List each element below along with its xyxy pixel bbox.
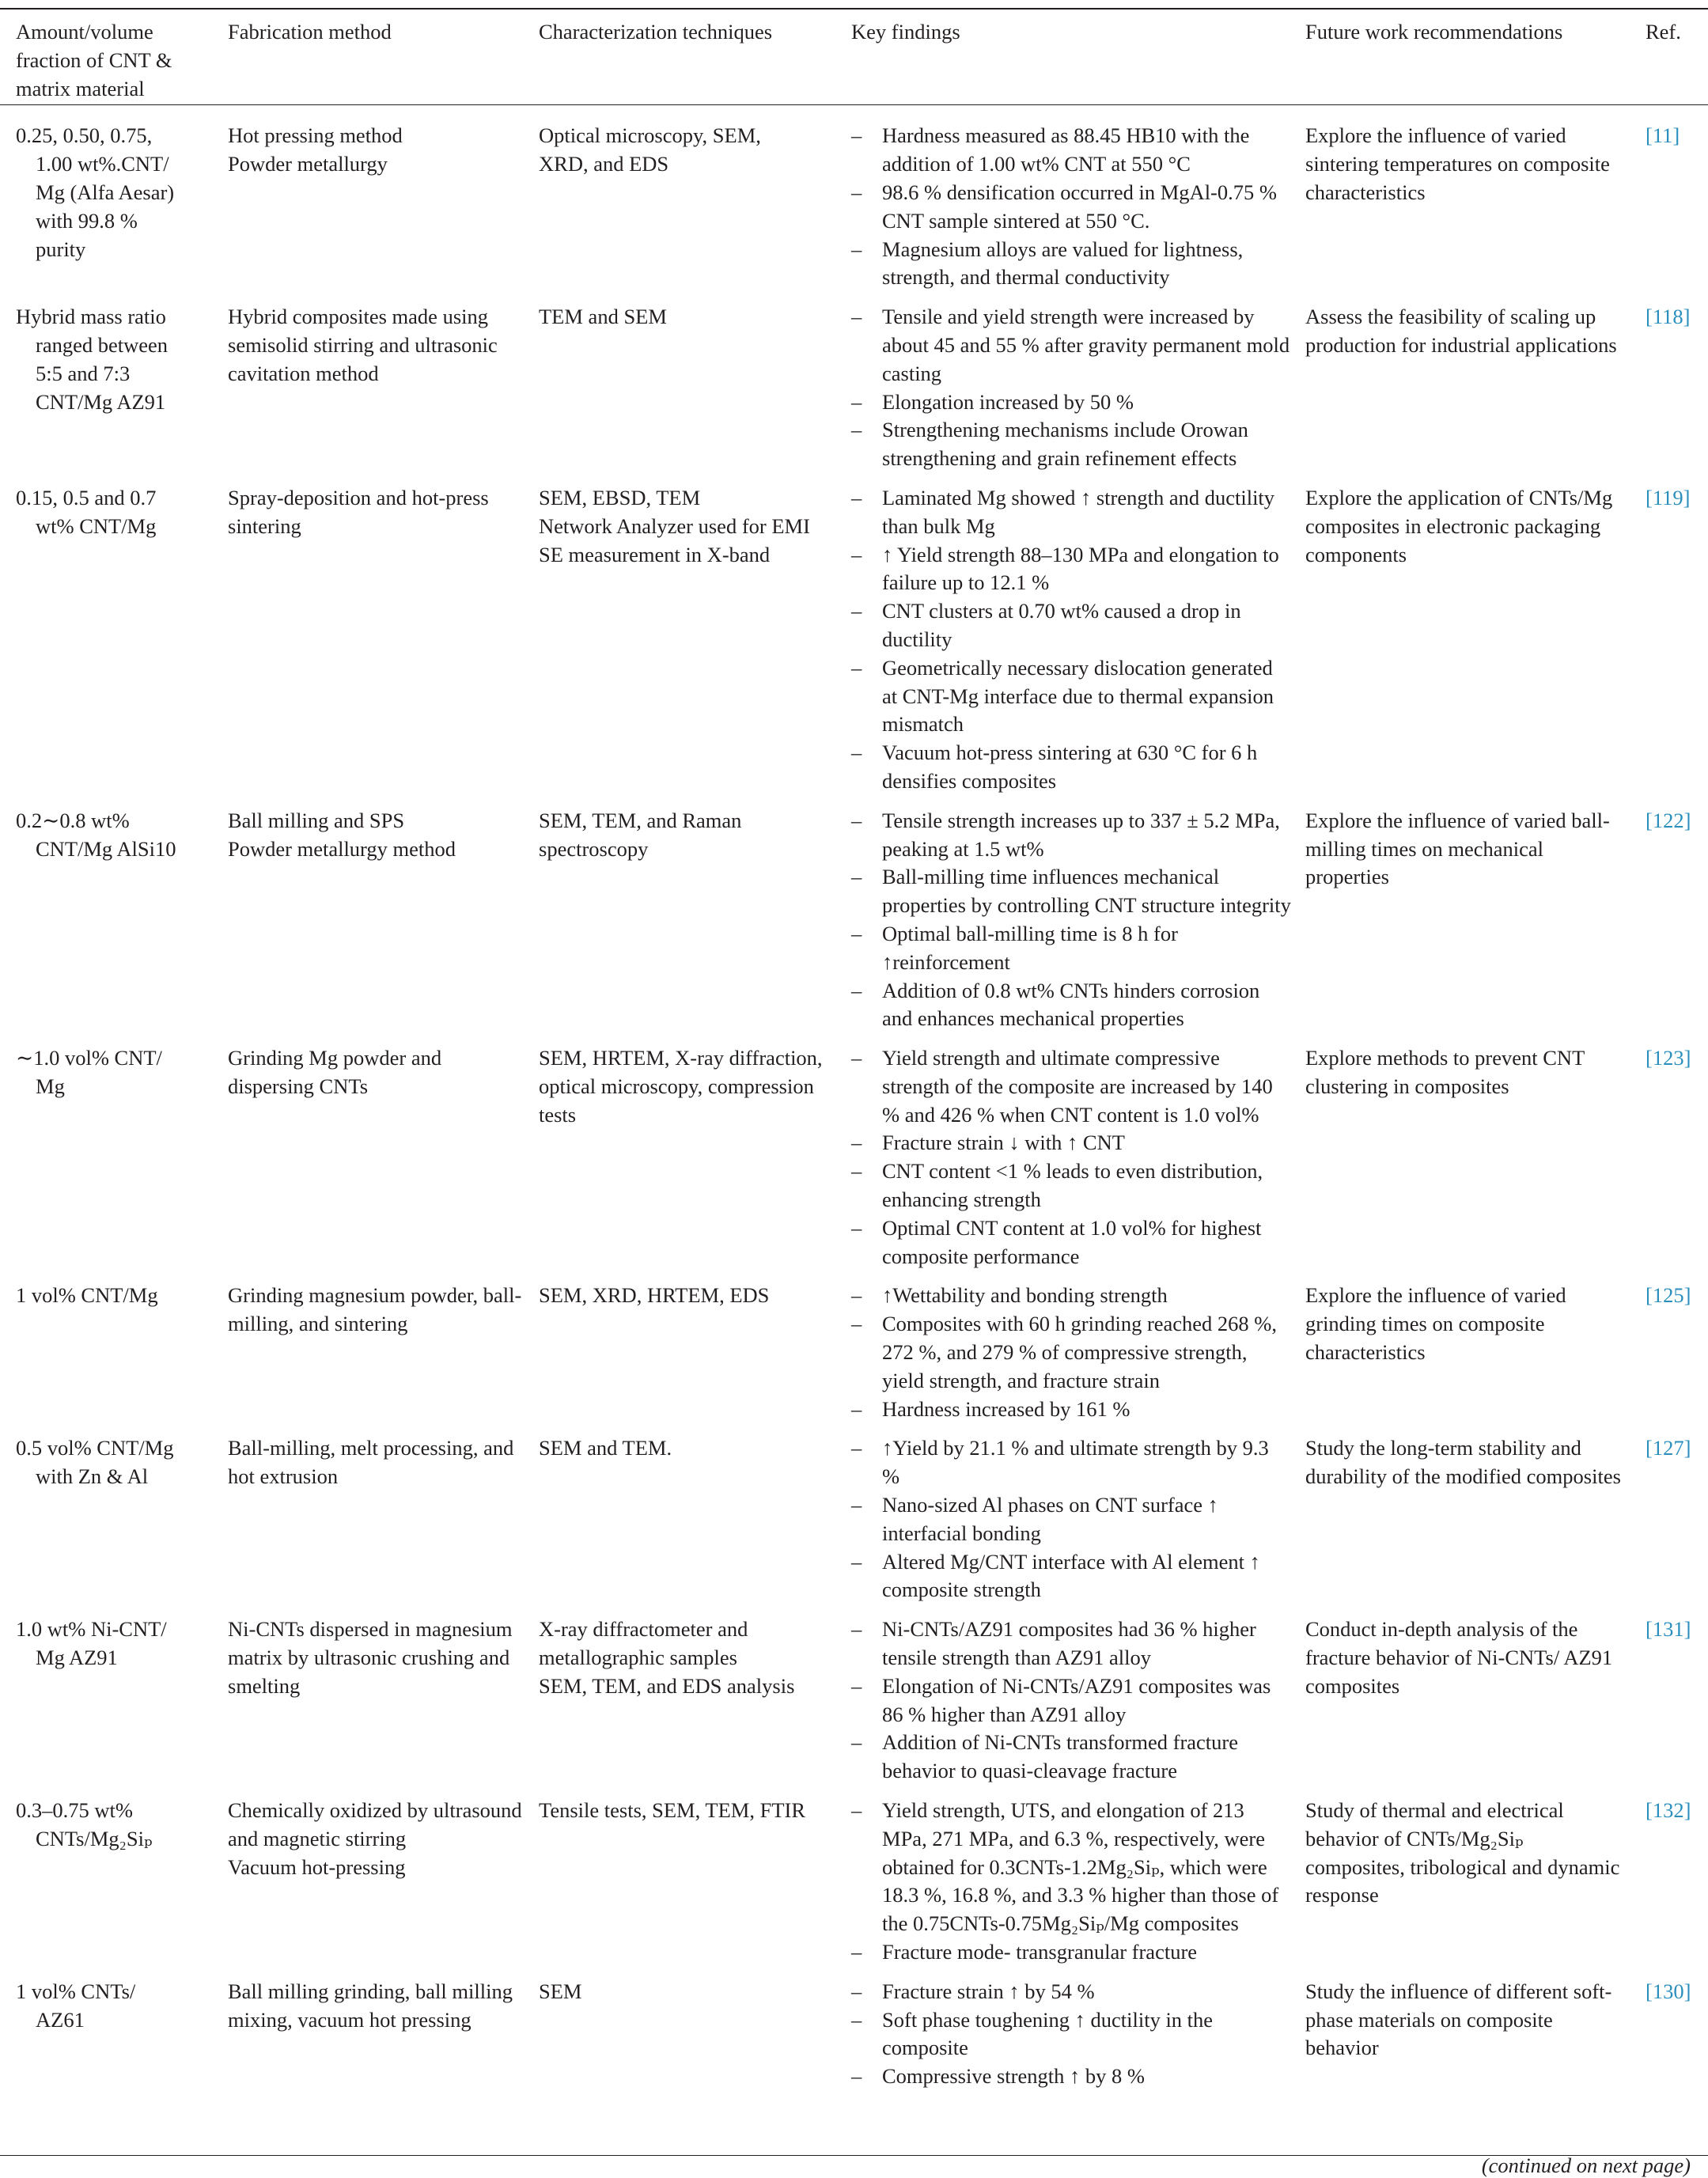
characterization-line: SEM, TEM, and Raman spectroscopy bbox=[539, 808, 742, 861]
header-characterization: Characterization techniques bbox=[539, 20, 773, 44]
cell-ref bbox=[1622, 1967, 1708, 2091]
table-row bbox=[0, 1271, 1708, 1423]
cell-fabrication bbox=[214, 1423, 525, 1604]
finding-item: – Magnesium alloys are valued for lightness, strength, and thermal conductivity bbox=[851, 236, 1291, 293]
cell-findings bbox=[837, 1033, 1291, 1271]
characterization-line: SEM, TEM, and EDS analysis bbox=[539, 1673, 795, 1698]
amount-line: Hybrid mass ratio bbox=[16, 305, 166, 329]
amount-line: 0.15, 0.5 and 0.7 bbox=[16, 485, 157, 509]
cell-amount bbox=[0, 1271, 214, 1423]
findings-list bbox=[851, 122, 1291, 292]
cell-characterization bbox=[525, 292, 837, 473]
amount-line: ranged between bbox=[36, 332, 169, 357]
findings-list bbox=[851, 1797, 1291, 1967]
fabrication-line: Powder metallurgy method bbox=[228, 836, 456, 861]
finding-item: – Yield strength and ultimate compressive strength of the composite are increased by 140 % and 426 % when CNT content is 1.0 vol% bbox=[851, 1044, 1291, 1129]
amount-line: 0.2∼0.8 wt% bbox=[16, 808, 130, 832]
cell-amount bbox=[0, 1033, 214, 1271]
cell-characterization bbox=[525, 1604, 837, 1786]
table-row bbox=[0, 796, 1708, 1033]
finding-item: – ↑ Yield strength 88–130 MPa and elongation to failure up to 12.1 % bbox=[851, 541, 1291, 598]
cell-future-work: Explore the influence of varied grinding times on composite characteristics bbox=[1305, 1283, 1566, 1365]
cell-fabrication bbox=[214, 1967, 525, 2091]
cell-ref bbox=[1622, 473, 1708, 796]
fabrication-line: Hybrid composites made using semisolid stirring and ultrasonic cavitation method bbox=[228, 305, 498, 385]
findings-list bbox=[851, 484, 1291, 796]
amount-line: 5:5 and 7:3 bbox=[36, 361, 131, 385]
fabrication-line: Ball-milling, melt processing, and hot extrusion bbox=[228, 1436, 514, 1489]
cell-characterization bbox=[525, 1033, 837, 1271]
findings-list bbox=[851, 1044, 1291, 1271]
header-fabrication: Fabrication method bbox=[228, 20, 392, 44]
finding-item: – Optimal ball-milling time is 8 h for ↑reinforcement bbox=[851, 920, 1291, 977]
reference-link[interactable]: [125] bbox=[1646, 1283, 1691, 1308]
amount-line: 1.0 wt% Ni-CNT/ bbox=[16, 1617, 167, 1642]
findings-list bbox=[851, 807, 1291, 1033]
finding-item: – 98.6 % densification occurred in MgAl-0.75 % CNT sample sintered at 550 °C. bbox=[851, 179, 1291, 236]
findings-list bbox=[851, 1282, 1291, 1423]
fabrication-line: Spray-deposition and hot-press sintering bbox=[228, 485, 489, 538]
reference-link[interactable]: [11] bbox=[1646, 123, 1680, 148]
cell-findings bbox=[837, 1423, 1291, 1604]
finding-item: – Yield strength, UTS, and elongation of 213 MPa, 271 MPa, and 6.3 %, respectively, were obtained for 0.3CNTs-1.2Mg₂Siₚ, which were 18.3 %, 16.8 %, and 3.3 % higher than those of the 0.75CNTs-0.75Mg₂Siₚ/Mg composites bbox=[851, 1797, 1291, 1938]
finding-item: – Soft phase toughening ↑ ductility in the composite bbox=[851, 2006, 1291, 2063]
characterization-line: TEM and SEM bbox=[539, 305, 667, 329]
cell-findings bbox=[837, 1271, 1291, 1423]
characterization-line: SEM, HRTEM, X-ray diffraction, optical microscopy, compression tests bbox=[539, 1046, 823, 1127]
amount-line: Mg AZ91 bbox=[36, 1646, 118, 1670]
finding-item: – Nano-sized Al phases on CNT surface ↑ interfacial bonding bbox=[851, 1491, 1291, 1548]
cell-ref bbox=[1622, 1033, 1708, 1271]
cell-future-work: Study the long-term stability and durability of the modified composites bbox=[1305, 1436, 1621, 1489]
cell-characterization bbox=[525, 796, 837, 1033]
cell-future-work: Assess the feasibility of scaling up production for industrial applications bbox=[1305, 305, 1617, 357]
cell-ref bbox=[1622, 111, 1708, 292]
findings-list bbox=[851, 1434, 1291, 1604]
finding-item: – Addition of Ni-CNTs transformed fracture behavior to quasi-cleavage fracture bbox=[851, 1729, 1291, 1786]
table-header-row bbox=[0, 8, 1708, 111]
amount-line: Mg bbox=[36, 1074, 65, 1098]
fabrication-line: Hot pressing method bbox=[228, 123, 403, 148]
finding-item: – Optimal CNT content at 1.0 vol% for highest composite performance bbox=[851, 1214, 1291, 1271]
cell-ref bbox=[1622, 796, 1708, 1033]
table-bottom-rule bbox=[0, 2155, 1708, 2156]
characterization-line: SEM bbox=[539, 1979, 582, 2003]
cell-characterization bbox=[525, 111, 837, 292]
amount-line: 0.3–0.75 wt% bbox=[16, 1798, 133, 1823]
amount-line: 1 vol% CNT/Mg bbox=[16, 1283, 158, 1308]
finding-item: – Tensile strength increases up to 337 ± 5.2 MPa, peaking at 1.5 wt% bbox=[851, 807, 1291, 864]
finding-item: – ↑Yield by 21.1 % and ultimate strength by 9.3 % bbox=[851, 1434, 1291, 1491]
reference-link[interactable]: [119] bbox=[1646, 485, 1691, 509]
fabrication-line: Ni-CNTs dispersed in magnesium matrix by ultrasonic crushing and smelting bbox=[228, 1617, 513, 1698]
finding-item: – Compressive strength ↑ by 8 % bbox=[851, 2062, 1291, 2091]
finding-item: – Fracture strain ↓ with ↑ CNT bbox=[851, 1129, 1291, 1157]
reference-link[interactable]: [122] bbox=[1646, 808, 1691, 832]
amount-line: purity bbox=[36, 237, 86, 261]
amount-line: with Zn & Al bbox=[36, 1464, 149, 1489]
cell-fabrication bbox=[214, 473, 525, 796]
cell-amount bbox=[0, 1604, 214, 1786]
characterization-line: SEM, EBSD, TEM bbox=[539, 485, 701, 509]
amount-line: CNTs/Mg₂Siₚ bbox=[36, 1826, 153, 1850]
continued-note: (continued on next page) bbox=[1481, 2153, 1691, 2177]
cell-future-work: Conduct in-depth analysis of the fracture behavior of Ni-CNTs/ AZ91 composites bbox=[1305, 1617, 1613, 1698]
amount-line: with 99.8 % bbox=[36, 208, 138, 233]
characterization-line: SEM, XRD, HRTEM, EDS bbox=[539, 1283, 770, 1308]
finding-item: – Strengthening mechanisms include Orowan strengthening and grain refinement effects bbox=[851, 416, 1291, 473]
literature-table bbox=[0, 8, 1708, 2091]
finding-item: – ↑Wettability and bonding strength bbox=[851, 1282, 1291, 1310]
finding-item: – CNT clusters at 0.70 wt% caused a drop in ductility bbox=[851, 597, 1291, 654]
cell-findings bbox=[837, 292, 1291, 473]
cell-characterization bbox=[525, 1786, 837, 1967]
finding-item: – Fracture strain ↑ by 54 % bbox=[851, 1978, 1291, 2006]
finding-item: – Addition of 0.8 wt% CNTs hinders corrosion and enhances mechanical properties bbox=[851, 977, 1291, 1034]
finding-item: – Composites with 60 h grinding reached 268 %, 272 %, and 279 % of compressive strength, yield strength, and fracture strain bbox=[851, 1310, 1291, 1395]
characterization-line: Network Analyzer used for EMI SE measurement in X-band bbox=[539, 513, 810, 566]
table-row bbox=[0, 1786, 1708, 1967]
cell-future-work: Study the influence of different soft-phase materials on composite behavior bbox=[1305, 1979, 1612, 2060]
reference-link[interactable]: [118] bbox=[1646, 305, 1691, 329]
amount-line: 0.25, 0.50, 0.75, bbox=[16, 123, 153, 148]
finding-item: – Ball-milling time influences mechanical properties by controlling CNT structure integrity bbox=[851, 863, 1291, 920]
amount-line: 0.5 vol% CNT/Mg bbox=[16, 1436, 174, 1460]
header-findings: Key findings bbox=[851, 20, 960, 44]
cell-fabrication bbox=[214, 292, 525, 473]
reference-link[interactable]: [130] bbox=[1646, 1979, 1691, 2003]
cell-fabrication bbox=[214, 1604, 525, 1786]
amount-line: Mg (Alfa Aesar) bbox=[36, 180, 175, 204]
header-ref: Ref. bbox=[1646, 20, 1681, 44]
finding-item: – Fracture mode- transgranular fracture bbox=[851, 1938, 1291, 1967]
fabrication-line: Grinding magnesium powder, ball-milling, and sintering bbox=[228, 1283, 522, 1336]
findings-list bbox=[851, 1616, 1291, 1786]
cell-fabrication bbox=[214, 1033, 525, 1271]
cell-characterization bbox=[525, 1967, 837, 2091]
cell-future-work: Study of thermal and electrical behavior of CNTs/Mg₂Siₚ composites, tribological and dynamic response bbox=[1305, 1798, 1620, 1907]
finding-item: – Geometrically necessary dislocation generated at CNT-Mg interface due to thermal expansion mismatch bbox=[851, 654, 1291, 739]
table-row bbox=[0, 111, 1708, 292]
table-row bbox=[0, 1033, 1708, 1271]
amount-line: 1 vol% CNTs/ bbox=[16, 1979, 136, 2003]
finding-item: – Altered Mg/CNT interface with Al element ↑ composite strength bbox=[851, 1548, 1291, 1605]
reference-link[interactable]: [132] bbox=[1646, 1798, 1691, 1823]
header-amount: Amount/volume fraction of CNT & matrix material bbox=[16, 20, 172, 100]
cell-amount bbox=[0, 111, 214, 292]
cell-amount bbox=[0, 1967, 214, 2091]
cell-fabrication bbox=[214, 111, 525, 292]
fabrication-line: Grinding Mg powder and dispersing CNTs bbox=[228, 1046, 442, 1098]
finding-item: – Ni-CNTs/AZ91 composites had 36 % higher tensile strength than AZ91 alloy bbox=[851, 1616, 1291, 1672]
fabrication-line: Chemically oxidized by ultrasound and magnetic stirring bbox=[228, 1798, 522, 1850]
cell-amount bbox=[0, 473, 214, 796]
finding-item: – Hardness measured as 88.45 HB10 with the addition of 1.00 wt% CNT at 550 °C bbox=[851, 122, 1291, 179]
fabrication-line: Ball milling grinding, ball milling mixing, vacuum hot pressing bbox=[228, 1979, 513, 2032]
finding-item: – Elongation increased by 50 % bbox=[851, 388, 1291, 417]
finding-item: – Elongation of Ni-CNTs/AZ91 composites was 86 % higher than AZ91 alloy bbox=[851, 1672, 1291, 1729]
amount-line: CNT/Mg AZ91 bbox=[36, 389, 166, 414]
cell-findings bbox=[837, 1786, 1291, 1967]
amount-line: CNT/Mg AlSi10 bbox=[36, 836, 176, 861]
cell-future-work: Explore the influence of varied ball-milling times on mechanical properties bbox=[1305, 808, 1610, 889]
cell-ref bbox=[1622, 292, 1708, 473]
cell-amount bbox=[0, 292, 214, 473]
cell-amount bbox=[0, 796, 214, 1033]
finding-item: – Tensile and yield strength were increased by about 45 and 55 % after gravity permanent mold casting bbox=[851, 303, 1291, 388]
finding-item: – Laminated Mg showed ↑ strength and ductility than bulk Mg bbox=[851, 484, 1291, 541]
characterization-line: SEM and TEM. bbox=[539, 1436, 672, 1460]
reference-link[interactable]: [123] bbox=[1646, 1046, 1691, 1070]
cell-findings bbox=[837, 1967, 1291, 2091]
cell-findings bbox=[837, 796, 1291, 1033]
reference-link[interactable]: [131] bbox=[1646, 1617, 1691, 1642]
findings-list bbox=[851, 303, 1291, 473]
characterization-line: X-ray diffractometer and metallographic samples bbox=[539, 1617, 748, 1670]
cell-findings bbox=[837, 111, 1291, 292]
cell-characterization bbox=[525, 473, 837, 796]
fabrication-line: Ball milling and SPS bbox=[228, 808, 405, 832]
finding-item: – CNT content <1 % leads to even distribution, enhancing strength bbox=[851, 1157, 1291, 1214]
cell-findings bbox=[837, 1604, 1291, 1786]
finding-item: – Vacuum hot-press sintering at 630 °C for 6 h densifies composites bbox=[851, 739, 1291, 796]
cell-amount bbox=[0, 1423, 214, 1604]
amount-line: 1.00 wt%.CNT/ bbox=[36, 152, 169, 176]
cell-ref bbox=[1622, 1423, 1708, 1604]
table-body bbox=[0, 111, 1708, 2091]
findings-list bbox=[851, 1978, 1291, 2091]
cell-findings bbox=[837, 473, 1291, 796]
header-future: Future work recommendations bbox=[1305, 20, 1563, 44]
fabrication-line: Vacuum hot-pressing bbox=[228, 1854, 406, 1879]
cell-characterization bbox=[525, 1271, 837, 1423]
cell-future-work: Explore the application of CNTs/Mg composites in electronic packaging components bbox=[1305, 485, 1613, 566]
cell-future-work: Explore methods to prevent CNT clustering in composites bbox=[1305, 1046, 1585, 1098]
cell-future-work: Explore the influence of varied sintering temperatures on composite characteristics bbox=[1305, 123, 1610, 204]
characterization-line: XRD, and EDS bbox=[539, 152, 669, 176]
cell-ref bbox=[1622, 1271, 1708, 1423]
cell-characterization bbox=[525, 1423, 837, 1604]
cell-ref bbox=[1622, 1604, 1708, 1786]
table-row bbox=[0, 292, 1708, 473]
cell-fabrication bbox=[214, 1271, 525, 1423]
table-row bbox=[0, 473, 1708, 796]
cell-amount bbox=[0, 1786, 214, 1967]
fabrication-line: Powder metallurgy bbox=[228, 152, 388, 176]
amount-line: AZ61 bbox=[36, 2007, 85, 2032]
amount-line: ∼1.0 vol% CNT/ bbox=[16, 1046, 162, 1070]
table-row bbox=[0, 1423, 1708, 1604]
amount-line: wt% CNT/Mg bbox=[36, 513, 157, 538]
table-row bbox=[0, 1967, 1708, 2091]
cell-fabrication bbox=[214, 1786, 525, 1967]
characterization-line: Tensile tests, SEM, TEM, FTIR bbox=[539, 1798, 806, 1823]
cell-fabrication bbox=[214, 796, 525, 1033]
cell-ref bbox=[1622, 1786, 1708, 1967]
finding-item: – Hardness increased by 161 % bbox=[851, 1396, 1291, 1424]
reference-link[interactable]: [127] bbox=[1646, 1436, 1691, 1460]
table-row bbox=[0, 1604, 1708, 1786]
characterization-line: Optical microscopy, SEM, bbox=[539, 123, 761, 148]
